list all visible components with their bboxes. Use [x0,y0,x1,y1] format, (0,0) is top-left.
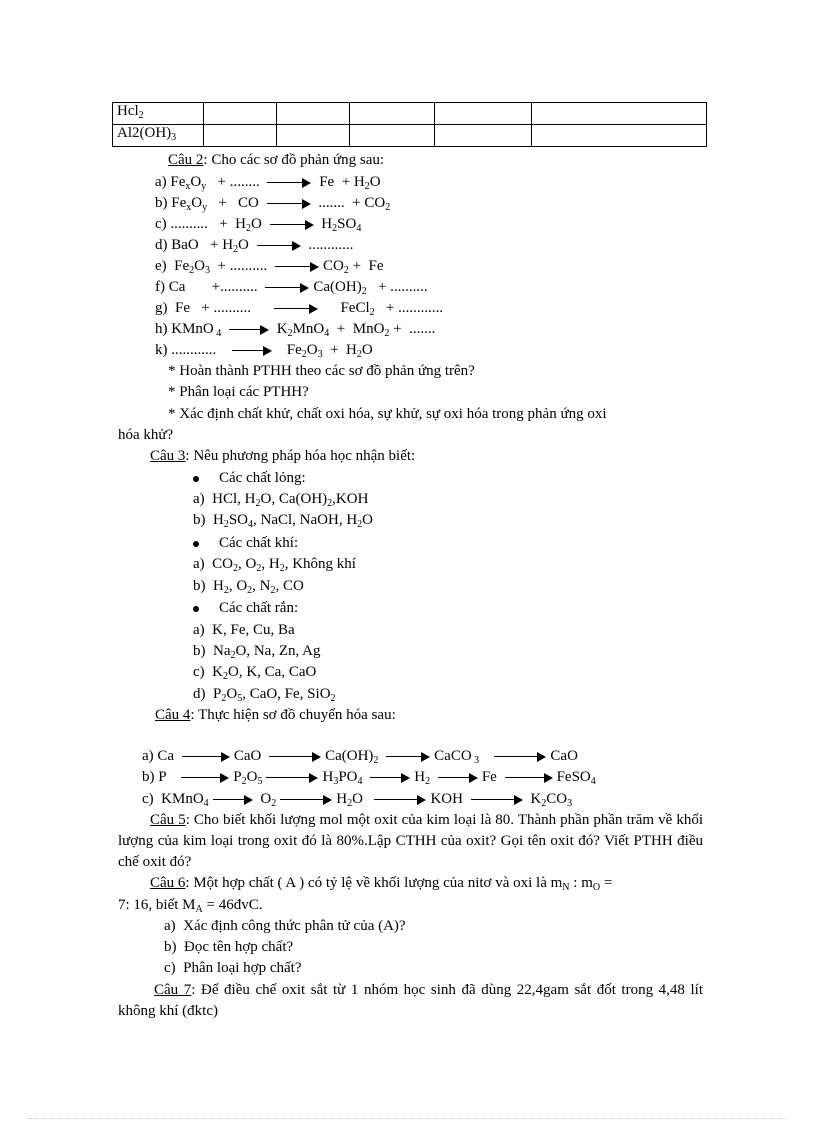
q4-heading: Câu 4: Thực hiện sơ đồ chuyển hóa sau: [155,707,396,723]
table-row: Hcl$_2$ [113,103,707,125]
q5-paragraph: Câu 5: Cho biết khối lượng mol một oxit của kim loại là 80. Thành phần phần trăm về khối lượng của kim loại trong oxit đó là 80%.Lập CTHH của oxit? Gọi tên oxit đó? Viết PTHH điều chế oxit đó? [118,812,703,870]
arrow-icon [269,752,321,762]
arrow-icon [494,752,546,762]
group-gas: Các chất khí: [193,533,298,553]
bullet-icon [193,476,199,482]
arrow-icon [257,241,301,251]
reaction-a: a) $Fe_xO_y$ + ........ $Fe + H_2O$ [155,174,381,192]
q2-heading: Câu 2: Cho các sơ đồ phản ứng sau: [168,152,385,168]
list-item: c) $K_2O$, K, Ca, CaO [193,664,317,682]
list-item: d) $P_2O_5$, CaO, Fe, SiO$_2$ [193,686,336,704]
arrow-icon [266,773,318,783]
arrow-icon [182,752,230,762]
list-item: b) $Na_2O$, Na, Zn, Ag [193,643,321,661]
bullet-icon [193,606,199,612]
data-table [112,102,707,147]
row-label: Hcl [117,103,139,119]
reaction-k: k) ............ $Fe_2O_3 + H_2O$ [155,342,373,360]
table-row: $Al2(OH)_3$ [113,125,707,147]
arrow-icon [181,773,229,783]
page-border [28,1118,788,1119]
list-item: a) HCl, $H_2O$, $Ca(OH)_2,KOH$ [193,491,369,509]
list-item: c) Phân loại hợp chất? [164,960,302,976]
q7-paragraph: Câu 7: Để điều chế oxit sắt từ 1 nhóm học sinh đã dùng 22,4gam sắt đốt trong 4,48 lít không khí (đktc) [118,982,703,1019]
arrow-icon [505,773,553,783]
bullet-icon [193,541,199,547]
arrow-icon [471,795,523,805]
arrow-icon [213,795,253,805]
arrow-icon [280,795,332,805]
reaction-h: h) KMnO $_4$ $K_2MnO_4 + MnO_2$ + ....... [155,321,436,339]
q3-heading: Câu 3: Nêu phương pháp hóa học nhận biết: [150,448,416,464]
arrow-icon [374,795,426,805]
arrow-icon [232,346,272,356]
arrow-icon [265,283,309,293]
task-1: * Hoàn thành PTHH theo các sơ đồ phản ứng trên? [168,363,475,379]
q6-line2: 7: 16, biết $M_A$ = 46đvC. [118,897,263,915]
arrow-icon [275,262,319,272]
task-2: * Phân loại các PTHH? [168,384,309,400]
reaction-e: e) $Fe_2O_3$ + .......... $CO_2 + Fe$ [155,258,384,276]
arrow-icon [267,199,311,209]
reaction-g: g) Fe + .......... FeCl$_2$ + ............ [155,300,444,318]
row-label: Al2(OH) [117,125,172,141]
arrow-icon [274,304,318,314]
list-item: a) K, Fe, Cu, Ba [193,622,295,638]
list-item: b) $H_2SO_4$, NaCl, NaOH, $H_2O$ [193,512,374,530]
task-3: * Xác định chất khử, chất oxi hóa, sự khử, sự oxi hóa trong phản ứng oxi [168,406,607,422]
reaction-f: f) Ca +.......... $Ca(OH)_2$ + .......... [155,279,428,297]
chain-a: a) Ca CaO $Ca(OH)_2$ CaCO $_3$ CaO [142,748,578,766]
arrow-icon [438,773,478,783]
arrow-icon [229,325,269,335]
group-solid: Các chất rắn: [193,598,298,618]
reaction-c: c) .......... + $H_2O$ $H_2SO_4$ [155,216,362,234]
list-item: b) Đọc tên hợp chất? [164,939,294,955]
group-liquid: Các chất lỏng: [193,468,306,488]
list-item: b) $H_2$, $O_2$, $N_2$, CO [193,578,304,596]
arrow-icon [267,178,311,188]
arrow-icon [370,773,410,783]
list-item: a) $CO_2$, $O_2$, $H_2$, Không khí [193,556,356,574]
reaction-d: d) BaO + $H_2O$ ............ [155,237,354,255]
task-3-cont: hóa khử? [118,427,174,443]
chain-c: c) KMnO$_4$ $O_2$ $H_2O$ KOH $K_2CO_3$ [142,791,573,809]
q6-heading: Câu 6: Một hợp chất ( A ) có tỷ lệ về khối lượng của nitơ và oxi là $m_N$ : $m_O$ = [150,875,613,893]
list-item: a) Xác định công thức phân tử của (A)? [164,918,406,934]
chain-b: b) P $P_2O_5$ $H_3PO_4$ $H_2$ Fe FeSO$_4$ [142,769,596,787]
arrow-icon [386,752,430,762]
arrow-icon [270,220,314,230]
reaction-b: b) $Fe_xO_y$ + CO ....... + $CO_2$ [155,195,391,213]
